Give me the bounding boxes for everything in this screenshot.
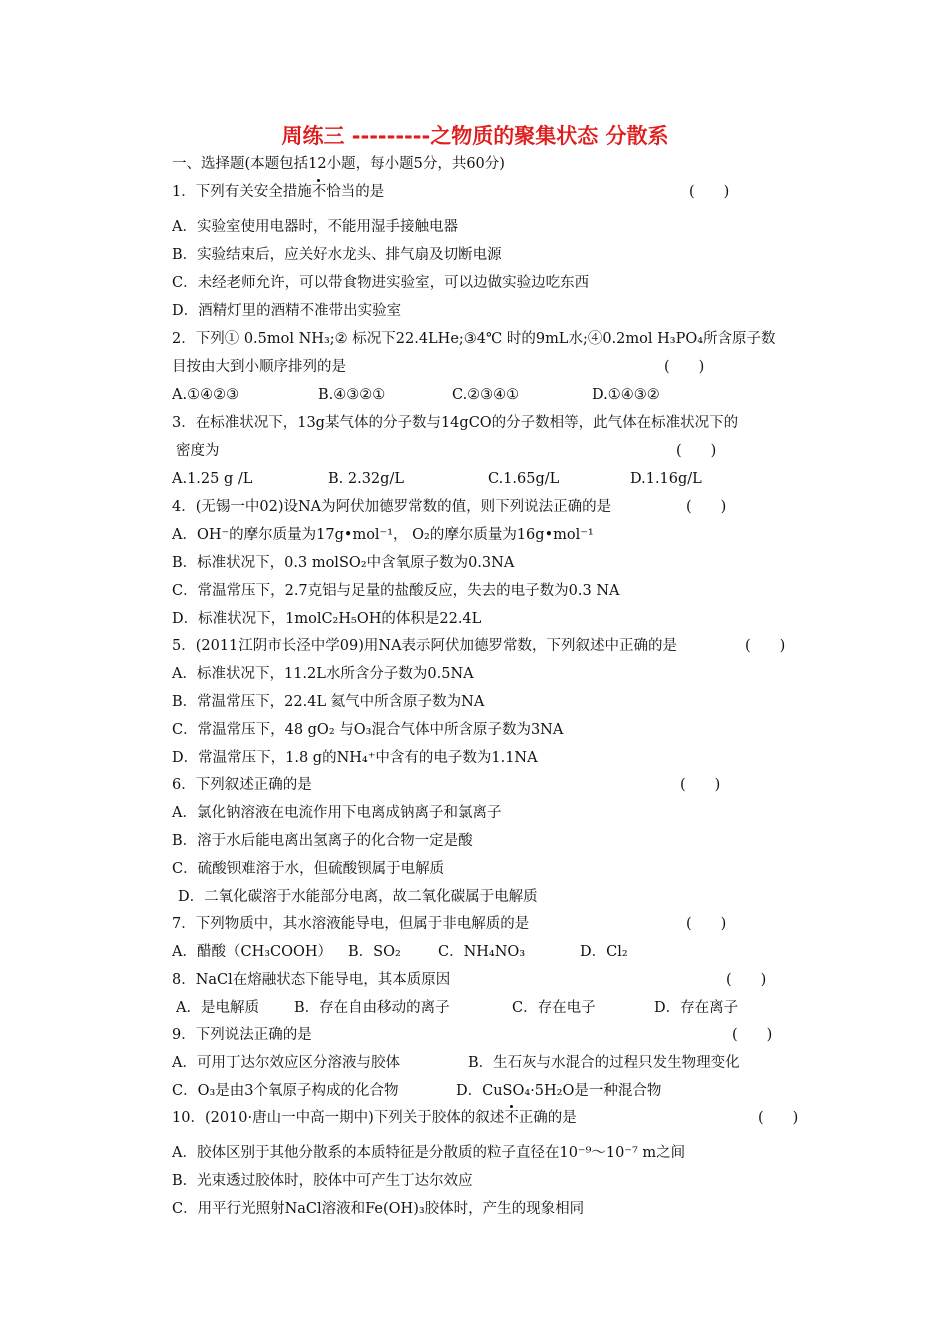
- answer-bracket: ( ): [726, 972, 767, 988]
- q8-option-b: B．存在自由移动的离子: [294, 1000, 450, 1016]
- question-9: [172, 1025, 812, 1045]
- answer-bracket: ( ): [680, 777, 721, 793]
- question-4: [172, 497, 772, 517]
- q6-option-c: C．硫酸钡难溶于水，但硫酸钡属于电解质: [172, 861, 445, 877]
- q5-stem: 5．(2011江阴市长泾中学09)用NA表示阿伏加德罗常数，下列叙述中正确的是: [172, 638, 678, 654]
- q10-stem-b: 正确的是: [518, 1110, 577, 1126]
- q1-option-b: B．实验结束后，应关好水龙头、排气扇及切断电源: [172, 247, 502, 263]
- question-6: [172, 775, 772, 795]
- section-heading: 一、选择题(本题包括12小题，每小题5分，共60分): [172, 156, 505, 172]
- q3-line-1: 3．在标准状况下，13g某气体的分子数与14gCO的分子数相等，此气体在标准状况下的: [172, 415, 739, 431]
- q5-option-a: A．标准状况下，11.2L水所含分子数为0.5NA: [172, 666, 474, 682]
- page-title: 周练三 ---------之物质的聚集状态 分散系: [281, 124, 669, 148]
- q10-option-b: B．光束透过胶体时，胶体中可产生丁达尔效应: [172, 1173, 473, 1189]
- q1-stem-a: 1．下列有关安全措施: [172, 184, 312, 200]
- q5-option-d: D．常温常压下，1.8 g的NH₄⁺中含有的电子数为1.1NA: [172, 750, 538, 766]
- q6-stem: 6．下列叙述正确的是: [172, 777, 312, 793]
- answer-bracket: ( ): [686, 916, 727, 932]
- answer-bracket: ( ): [686, 499, 727, 515]
- q3-option-c: C.1.65g/L: [488, 471, 560, 487]
- q5-option-b: B．常温常压下，22.4L 氦气中所含原子数为NA: [172, 694, 485, 710]
- q3-line-2: 密度为: [176, 443, 220, 459]
- question-1: [172, 182, 772, 202]
- q2-option-a: A.①④②③: [172, 387, 240, 403]
- q1-option-c: C．未经老师允许，可以带食物进实验室，可以边做实验边吃东西: [172, 275, 590, 291]
- q4-option-c: C．常温常压下，2.7克铝与足量的盐酸反应，失去的电子数为0.3 NA: [172, 583, 620, 599]
- answer-bracket: ( ): [745, 638, 786, 654]
- q10-stem-a: 10．(2010·唐山一中高一期中)下列关于胶体的叙述: [172, 1110, 505, 1126]
- q2-option-c: C.②③④①: [452, 387, 520, 403]
- q6-option-a: A．氯化钠溶液在电流作用下电离成钠离子和氯离子: [172, 805, 502, 821]
- q10-option-c: C．用平行光照射NaCl溶液和Fe(OH)₃胶体时，产生的现象相同: [172, 1201, 585, 1217]
- answer-bracket: ( ): [732, 1027, 773, 1043]
- q7-option-c: C．NH₄NO₃: [438, 944, 526, 960]
- q2-line-1: 2．下列① 0.5mol NH₃;② 标况下22.4LHe;③4℃ 时的9mL水;④0.2mol H₃PO₄所含原子数: [172, 331, 776, 347]
- q3-option-a: A.1.25 g /L: [172, 471, 253, 487]
- question-7: [172, 914, 772, 934]
- q1-stem-b: 恰当的是: [326, 184, 385, 200]
- q1-option-a: A．实验室使用电器时，不能用湿手接触电器: [172, 219, 458, 235]
- q9-option-a: A．可用丁达尔效应区分溶液与胶体: [172, 1055, 400, 1071]
- q3-option-d: D.1.16g/L: [630, 471, 702, 487]
- q4-option-d: D．标准状况下，1molC₂H₅OH的体积是22.4L: [172, 611, 482, 627]
- q9-option-d: D．CuSO₄·5H₂O是一种混合物: [456, 1083, 662, 1099]
- q1-option-d: D．酒精灯里的酒精不准带出实验室: [172, 303, 402, 319]
- q4-option-a: A．OH⁻的摩尔质量为17g•mol⁻¹， O₂的摩尔质量为16g•mol⁻¹: [172, 527, 594, 543]
- answer-bracket: ( ): [676, 443, 717, 459]
- question-3: [176, 441, 776, 461]
- q7-option-d: D．Cl₂: [580, 944, 628, 960]
- answer-bracket: ( ): [758, 1110, 799, 1126]
- q3-option-b: B. 2.32g/L: [328, 471, 404, 487]
- q1-emphasis: 不: [311, 184, 327, 200]
- question-5: [172, 636, 812, 656]
- q8-stem: 8．NaCl在熔融状态下能导电，其本质原因: [172, 972, 451, 988]
- q2-option-d: D.①④③②: [592, 387, 660, 403]
- q9-stem: 9．下列说法正确的是: [172, 1027, 312, 1043]
- q7-stem: 7．下列物质中，其水溶液能导电，但属于非电解质的是: [172, 916, 530, 932]
- q5-option-c: C．常温常压下，48 gO₂ 与O₃混合气体中所含原子数为3NA: [172, 722, 564, 738]
- question-2: [172, 357, 772, 377]
- question-8: [172, 970, 812, 990]
- answer-bracket: ( ): [664, 359, 705, 375]
- q6-option-d: D．二氧化碳溶于水能部分电离，故二氧化碳属于电解质: [178, 889, 538, 905]
- q8-option-d: D．存在离子: [654, 1000, 739, 1016]
- answer-bracket: ( ): [689, 184, 730, 200]
- q6-option-b: B．溶于水后能电离出氢离子的化合物一定是酸: [172, 833, 473, 849]
- q10-emphasis: 不: [504, 1110, 519, 1126]
- q2-line-2: 目按由大到小顺序排列的是: [172, 359, 346, 375]
- question-10: [172, 1108, 812, 1128]
- q8-option-a: A．是电解质: [176, 1000, 259, 1016]
- q9-option-c: C．O₃是由3个氧原子构成的化合物: [172, 1083, 399, 1099]
- q4-stem: 4．(无锡一中02)设NA为阿伏加德罗常数的值，则下列说法正确的是: [172, 499, 612, 515]
- q2-option-b: B.④③②①: [318, 387, 386, 403]
- q7-option-b: B．SO₂: [348, 944, 401, 960]
- q4-option-b: B．标准状况下，0.3 molSO₂中含氧原子数为0.3NA: [172, 555, 515, 571]
- q9-option-b: B．生石灰与水混合的过程只发生物理变化: [468, 1055, 740, 1071]
- q7-option-a: A．醋酸（CH₃COOH）: [172, 944, 333, 960]
- q10-option-a: A．胶体区别于其他分散系的本质特征是分散质的粒子直径在10⁻⁹～10⁻⁷ m之间: [172, 1145, 686, 1161]
- q8-option-c: C．存在电子: [512, 1000, 596, 1016]
